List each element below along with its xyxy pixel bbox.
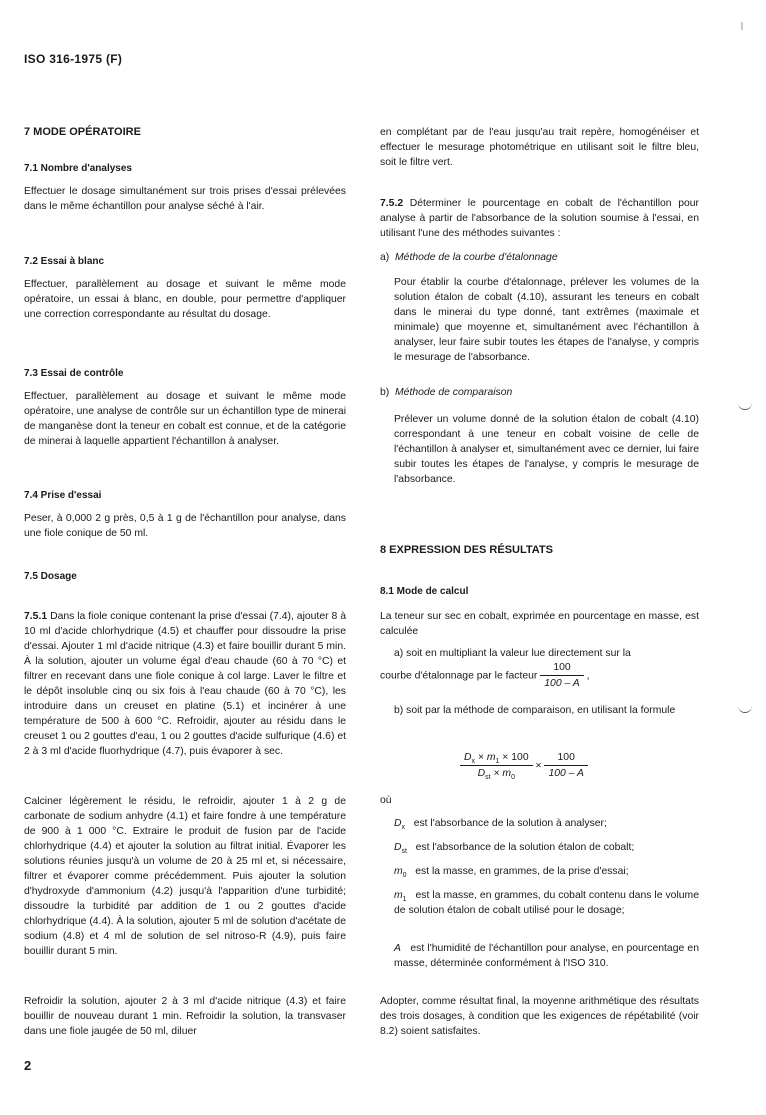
- margin-mark: [738, 706, 752, 713]
- margin-tick: [741, 22, 743, 30]
- method-a-heading: [380, 250, 699, 265]
- method-a-title: Méthode de la courbe d'étalonnage: [395, 252, 558, 263]
- formula-times: ×: [535, 760, 542, 772]
- method-b-text: Prélever un volume donné de la solution étalon de cobalt (4.10) correspondant à une teneur en cobalt voisine de celle de l'échantillon à analyser et, simultanément avec ce dernier, lui faire subir toutes les étapes de l'analyse, y compris le mesurage de l'absorbance.: [394, 414, 699, 485]
- section-7-4-text: Peser, à 0,000 2 g près, 0,5 à 1 g de l'échantillon pour analyse, dans une fiole conique de 50 ml.: [24, 513, 346, 539]
- method-a-text: Pour établir la courbe d'étalonnage, prélever les volumes de la solution étalon de cobalt (4.10), assurant les teneurs en cobalt dans le minerai du type donné, tant extrêmes (maximale et minimale) que moyenne et, simultanément avec l'échantillon à analyser, leur faire subir toutes les étapes de l'analyse, y compris le mesurage de l'absorbance.: [394, 277, 699, 363]
- method-b-label: b): [380, 387, 390, 398]
- section-7-5-1-text: Dans la fiole conique contenant la prise d'essai (7.4), ajouter 8 à 10 ml d'acide chlorhydrique (4.5) et chauffer pour dissoudre la prise d'essai. Ajouter 1 ml d'acide nitrique (4.3) et faire bouillir durant 5 min. À la solution, ajouter un volume égal d'eau chaude (60 à 70 °C) et filtrer en recevant dans une fiole conique à col large. Laver le filtre et le dépôt insoluble cinq ou six fois à l'eau chaude (60 à 70 °C), les introduire dans un creuset en platine (5.1) et incinérer à une température de 500 à 600 °C. Refroidir, ajouter au résidu dans le creuset 1 ou 2 gouttes d'eau, 1 ou 2 gouttes d'acide sulfurique (4.6) et 2 à 3 ml d'acide fluorhydrique (4.7), puis évaporer à sec.: [24, 611, 346, 757]
- definition-dst: $D_{st}$ est l'absorbance de la solution étalon de cobalt;: [394, 842, 635, 856]
- definition-m1: $m_1$ est la masse, en grammes, du cobalt contenu dans le volume de solution étalon de cobalt utilisé pour le dosage;: [394, 890, 699, 916]
- final-result-text: Adopter, comme résultat final, la moyenne arithmétique des résultats des trois dosages, à condition que les exigences de répétabilité (voir 8.2) soient satisfaites.: [380, 996, 699, 1037]
- section-7-2-title: 7.2 Essai à blanc: [24, 256, 105, 267]
- calc-method-b-text: b) soit par la méthode de comparaison, en utilisant la formule: [394, 705, 676, 716]
- factor-fraction: [540, 660, 583, 691]
- where-label: où: [380, 795, 392, 806]
- method-a-label: a): [380, 252, 390, 263]
- definition-a: A est l'humidité de l'échantillon pour analyse, en pourcentage en masse, déterminée conformément à l'ISO 310.: [394, 943, 699, 969]
- section-7-5-1-number: 7.5.1: [24, 611, 48, 622]
- section-7-2-text: Effectuer, parallèlement au dosage et suivant le même mode opératoire, un essai à blanc, en double, pour permettre d'appliquer une correction correspondante au résultat du dosage.: [24, 279, 346, 320]
- formula-denominator-1: $D_{st} \times m_0$: [460, 765, 533, 781]
- section-7-3-text: Effectuer, parallèlement au dosage et suivant le même mode opératoire, une analyse de contrôle sur un échantillon type de minerai de manganèse dont la teneur en cobalt est connue, et de la catégorie de minerai à laquelle appartient l'échantillon à analyser.: [24, 391, 346, 447]
- section-7-5-2-number: 7.5.2: [380, 198, 404, 209]
- factor-comma: ,: [586, 670, 590, 682]
- calc-method-a-line1: a) soit en multipliant la valeur lue directement sur la: [394, 648, 631, 659]
- section-7-5-2-paragraph: [380, 196, 699, 241]
- section-7-title: 7 MODE OPÉRATOIRE: [24, 126, 141, 138]
- calc-method-a-factor-text: courbe d'étalonnage par le facteur: [380, 670, 538, 682]
- section-7-1-title: 7.1 Nombre d'analyses: [24, 163, 132, 174]
- definition-dx: $D_x$ est l'absorbance de la solution à analyser;: [394, 818, 607, 832]
- comparison-formula: [460, 750, 588, 781]
- margin-mark: [738, 403, 752, 410]
- section-7-5-1-paragraph-3: Refroidir la solution, ajouter 2 à 3 ml d'acide nitrique (4.3) et faire bouillir de nouveau durant 1 min. Refroidir la solution, la transvaser dans une fiole jaugée de 50 ml, diluer: [24, 996, 346, 1037]
- continued-text: en complétant par de l'eau jusqu'au trait repère, homogénéiser et effectuer le mesurage photométrique en utilisant soit le filtre bleu, soit le filtre vert.: [380, 127, 699, 168]
- section-7-4-title: 7.4 Prise d'essai: [24, 490, 102, 501]
- section-8-title: 8 EXPRESSION DES RÉSULTATS: [380, 544, 553, 556]
- section-7-5-title: 7.5 Dosage: [24, 571, 77, 582]
- page-number: 2: [24, 1058, 32, 1073]
- formula-numerator-1: $D_x \times m_1 \times 100$: [464, 752, 529, 766]
- factor-denominator: 100 – A: [540, 675, 583, 691]
- section-7-3-title: 7.3 Essai de contrôle: [24, 368, 124, 379]
- method-b-heading: [380, 385, 699, 400]
- section-7-5-1-paragraph-2: Calciner légèrement le résidu, le refroidir, ajouter 1 à 2 g de carbonate de sodium anhydre (4.1) et faire fondre à une température de 900 à 1 000 °C. Extraire le produit de fusion par de l'acide chlorhydrique (4.4) et ajouter la solution au filtrat initial. Évaporer les solutions réunies jusqu'à un volume de 20 à 25 ml et, si nécessaire, filtrer et évaporer comme précédemment. Puis ajouter la solution d'hydroxyde d'ammonium (4.2) jusqu'à l'apparition d'une turbidité; dissoudre la turbidité par addition de 1 ou 2 gouttes d'acide chlorhydrique (4.4). À la solution, ajouter 5 ml de solution d'acétate de sodium (4.8) et 4 ml de solution de sel nitroso-R (4.9), puis faire bouillir durant 5 min.: [24, 796, 346, 957]
- section-8-1-title: 8.1 Mode de calcul: [380, 586, 469, 597]
- formula-fraction-2: [544, 750, 587, 781]
- section-7-5-1-paragraph: [24, 609, 346, 759]
- section-7-5-2-text: Déterminer le pourcentage en cobalt de l'échantillon pour analyse à partir de l'absorbance de la solution soumise à l'essai, en utilisant l'une des méthodes suivantes :: [380, 198, 700, 239]
- factor-numerator: 100: [553, 662, 571, 673]
- formula-numerator-2: 100: [557, 752, 575, 763]
- formula-denominator-2: 100 – A: [544, 765, 587, 781]
- section-8-1-text: La teneur sur sec en cobalt, exprimée en pourcentage en masse, est calculée: [380, 611, 699, 637]
- document-header: ISO 316-1975 (F): [24, 52, 123, 66]
- section-7-1-text: Effectuer le dosage simultanément sur trois prises d'essai prélevées dans le même échantillon pour analyse séché à l'air.: [24, 186, 346, 212]
- definition-m0: $m_0$ est la masse, en grammes, de la prise d'essai;: [394, 866, 629, 880]
- calc-method-a-line2: [380, 660, 590, 691]
- method-b-title: Méthode de comparaison: [395, 387, 513, 398]
- formula-fraction-1: [460, 750, 533, 781]
